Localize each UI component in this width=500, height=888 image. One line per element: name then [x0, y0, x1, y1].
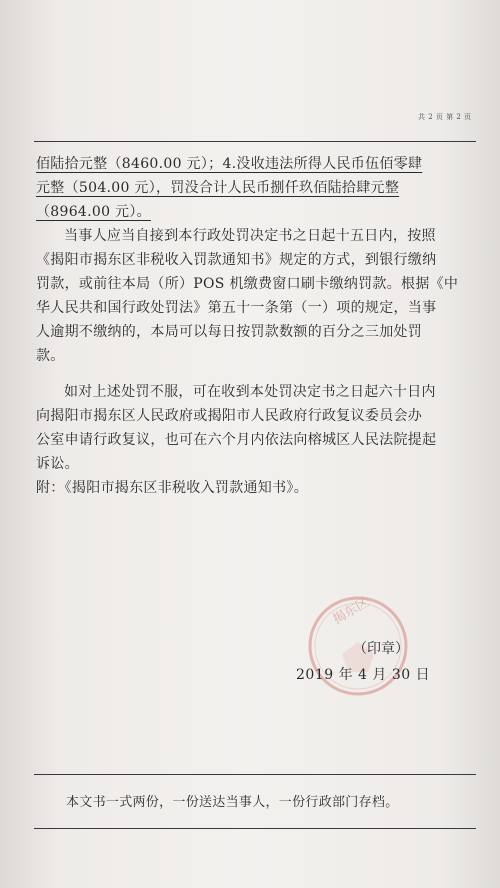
attachment-line: 附：《揭阳市揭东区非税收入罚款通知书》。 [36, 480, 308, 496]
footer-note: 本文书一式两份，一份送达当事人，一份行政部门存档。 [66, 795, 399, 810]
footer-top-divider [34, 774, 476, 775]
payment-paragraph-line: 《揭阳市揭东区非税收入罚款通知书》规定的方式，到银行缴纳 [36, 252, 437, 268]
seal-text: 揭东区 [330, 594, 372, 628]
page-counter: 共 2 页 第 2 页 [418, 113, 472, 121]
payment-paragraph-line: 华人民共和国行政处罚法》第五十一条第（一）项的规定，当事 [36, 300, 437, 316]
penalty-line-2: 元整（504.00 元），罚没合计人民币捌仟玖佰陆拾肆元整 [36, 180, 400, 196]
issue-date: 2019 年 4 月 30 日 [296, 667, 431, 683]
appeal-paragraph-line: 诉讼。 [36, 456, 79, 472]
footer-bottom-divider [34, 828, 476, 829]
appeal-paragraph-line: 如对上述处罚不服，可在收到本处罚决定书之日起六十日内 [64, 384, 436, 400]
penalty-line-1: 佰陆拾元整（8460.00 元）；4.没收违法所得人民币伍佰零肆 [36, 156, 423, 172]
payment-paragraph-line: 款。 [36, 348, 65, 364]
appeal-paragraph-line: 公室申请行政复议，也可在六个月内依法向榕城区人民法院提起 [36, 432, 437, 448]
payment-paragraph-line: 当事人应当自接到本行政处罚决定书之日起十五日内，按照 [64, 228, 436, 244]
payment-paragraph-line: 罚款，或前往本局（所）POS 机缴费窗口刷卡缴纳罚款。根据《中 [36, 276, 459, 292]
document-body [36, 152, 474, 500]
penalty-line-3: （8964.00 元）。 [36, 204, 151, 220]
payment-paragraph-line: 人逾期不缴纳的，本局可以每日按罚款数额的百分之三加处罚 [36, 324, 423, 340]
seal-label: （印章） [353, 641, 409, 657]
top-divider [34, 141, 476, 142]
appeal-paragraph-line: 向揭阳市揭东区人民政府或揭阳市人民政府行政复议委员会办 [36, 408, 423, 424]
